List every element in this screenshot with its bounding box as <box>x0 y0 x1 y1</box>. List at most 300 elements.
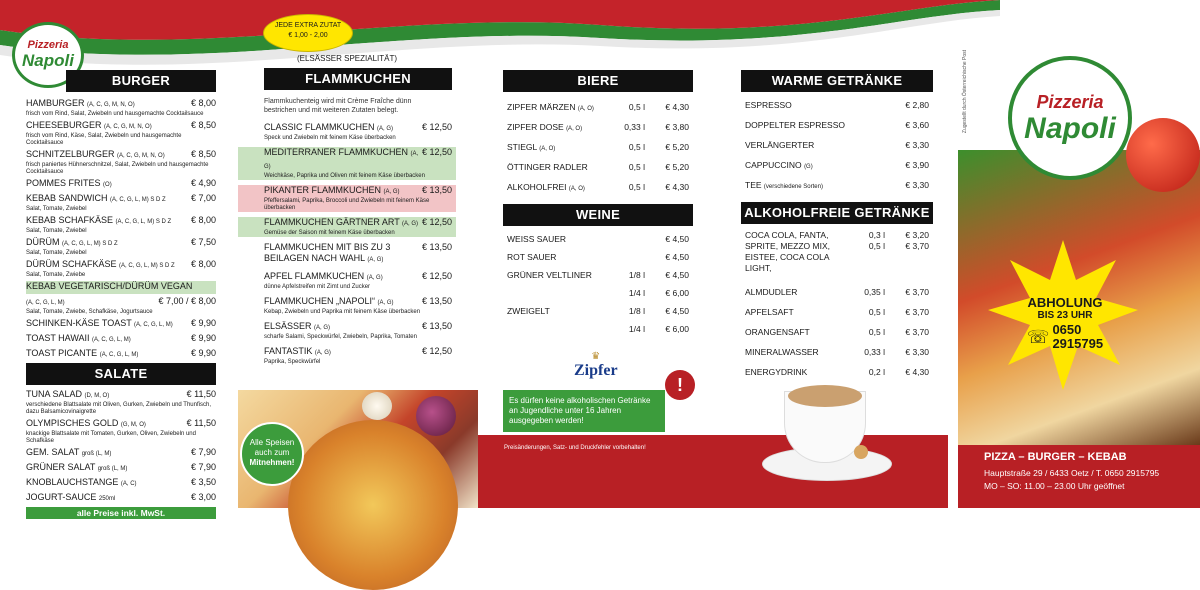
item-name <box>26 492 115 505</box>
bev-title: VERLÄNGERTER <box>745 140 815 150</box>
alkfrei-item <box>741 322 933 342</box>
item-allergens: (A, C, G, L, M) S D Z <box>62 241 118 247</box>
item-title: TOAST HAWAII <box>26 333 90 343</box>
item-name <box>26 98 135 111</box>
item-title: APFEL FLAMMKUCHEN <box>264 271 365 281</box>
panel-getraenke <box>741 0 933 508</box>
bev-volume: 1/4 l <box>628 324 645 334</box>
bev-volume: 0,5 l <box>628 162 645 172</box>
item-price: € 12,50 <box>421 346 452 356</box>
youth-notice: Es dürfen keine alkoholischen Getränke an Jugendliche unter 16 Jahren ausgegeben werden! <box>503 390 665 432</box>
item-allergens: (A, G) <box>366 275 383 281</box>
item-allergens: (A, C, G, M, N, O) <box>104 124 152 130</box>
bev-price: € 2,80 <box>905 100 929 110</box>
item-allergens: (A, C, G, L, M) S D Z <box>119 263 175 269</box>
item-price: € 12,50 <box>421 271 452 281</box>
bev-name <box>745 342 847 362</box>
item-price: € 13,50 <box>421 242 452 252</box>
item-title: OLYMPISCHES GOLD <box>26 418 119 428</box>
item-price: € 12,50 <box>421 147 452 157</box>
item-price: € 12,50 <box>421 122 452 132</box>
item-price: € 8,50 <box>190 120 216 130</box>
bev-title: TEE <box>745 180 762 190</box>
burger-list <box>26 98 216 361</box>
item-allergens: (A, G) <box>314 325 331 331</box>
crown-icon: ♛ <box>591 351 601 362</box>
salate-header: SALATE <box>26 363 216 385</box>
weine-list <box>503 230 693 338</box>
item-title: PIKANTER FLAMMKUCHEN <box>264 185 382 195</box>
item-name <box>26 215 171 228</box>
bev-price: € 5,20 <box>665 142 689 152</box>
item-name <box>26 447 111 460</box>
bier-item <box>503 178 693 198</box>
bev-volume <box>607 230 645 248</box>
item-title: FANTASTIK <box>264 346 313 356</box>
flammkuchen-item <box>238 217 456 237</box>
bev-name <box>507 248 607 266</box>
bev-price: € 3,90 <box>905 160 929 170</box>
bev-volume: 0,5 l <box>628 142 645 152</box>
pizza-icon <box>288 420 458 590</box>
item-title: POMMES FRITES <box>26 178 101 188</box>
item-allergens: (O) <box>103 182 112 188</box>
item-desc: Salat, Tomate, Zwiebel <box>26 228 87 234</box>
item-title: SCHNITZELBURGER <box>26 149 115 159</box>
bev-name <box>507 118 607 138</box>
alkfrei-list <box>741 230 933 382</box>
bev-title: ORANGENSAFT <box>745 327 810 337</box>
flammkuchen-intro: Flammkuchenteig wird mit Crème Fraîche dünn bestrichen und mit weiteren Zutaten belegt. <box>264 98 412 114</box>
item-allergens: (A, C, G, L, M) <box>92 337 131 343</box>
bev-title: ZIPFER DOSE <box>507 122 564 132</box>
item-allergens: (D, M, O) <box>84 393 110 399</box>
bev-title: DOPPELTER ESPRESSO <box>745 120 845 130</box>
item-desc: Kebap, Zwiebeln und Paprika mit feinem Käse überbacken <box>264 309 421 315</box>
cover-panel <box>958 0 1200 445</box>
item-price: € 8,00 <box>190 259 216 269</box>
item-price: € 7,00 / € 8,00 <box>158 296 216 306</box>
bier-item <box>503 98 693 118</box>
item-allergens: (A, C, G, M, N, O) <box>87 102 135 108</box>
item-allergens: (A, G) <box>314 350 331 356</box>
takeaway-badge <box>240 422 304 486</box>
item-price: € 13,50 <box>421 185 452 195</box>
item-desc: Salat, Tomate, Zwiebe <box>26 272 86 278</box>
biere-header: BIERE <box>503 70 693 92</box>
item-allergens: (A, G) <box>264 151 419 170</box>
item-name <box>26 178 112 191</box>
item-desc: frisch paniertes Hühnerschnitzel, Salat, Zwiebeln und hausgemachte Cocktailsauce <box>26 162 209 175</box>
salat-item <box>26 492 216 505</box>
flammkuchen-list <box>238 122 456 366</box>
item-desc: Salat, Tomate, Zwiebel <box>26 206 87 212</box>
item-price: € 8,00 <box>190 98 216 108</box>
bev-title: ESPRESSO <box>745 100 792 110</box>
wein-item <box>503 284 693 302</box>
burger-item <box>26 237 216 257</box>
item-title: GRÜNER SALAT <box>26 462 96 472</box>
bev-title: MINERALWASSER <box>745 347 819 357</box>
burger-item <box>26 333 216 346</box>
bier-item <box>503 158 693 178</box>
bev-title: STIEGL <box>507 142 537 152</box>
item-price: € 9,90 <box>190 333 216 343</box>
item-price: € 7,90 <box>190 447 216 457</box>
bev-price: € 3,80 <box>665 122 689 132</box>
bev-name <box>507 230 607 248</box>
copyright-note: Zugestellt durch Österreichische Post <box>962 50 968 134</box>
bev-name <box>745 230 847 274</box>
bev-name <box>507 302 607 320</box>
burger-item <box>26 215 216 235</box>
item-name <box>26 149 165 162</box>
wein-item <box>503 230 693 248</box>
bev-volume: 0,5 l <box>868 307 885 317</box>
item-price: € 7,90 <box>190 462 216 472</box>
alkfrei-item <box>741 302 933 322</box>
bev-price: € 4,50 <box>665 252 689 262</box>
bev-price: € 6,00 <box>665 288 689 298</box>
bev-price: € 3,30 <box>905 347 929 357</box>
item-price: € 7,50 <box>190 237 216 247</box>
alkfrei-header: ALKOHOLFREIE GETRÄNKE <box>741 202 933 224</box>
bev-title: ROT SAUER <box>507 252 557 262</box>
bev-price: € 4,50 <box>665 270 689 280</box>
item-desc: verschiedene Blattsalate mit Oliven, Gurken, Zwiebeln und Thunfisch, dazu Balsamicovinaigrette <box>26 402 211 415</box>
bev-name <box>745 136 885 156</box>
warm-item <box>741 96 933 116</box>
item-desc: frisch vom Rind, Salat, Zwiebeln und hausgemachte Cocktailsauce <box>26 111 204 117</box>
item-allergens: groß (L, M) <box>81 451 112 457</box>
hours: MO – SO: 11.00 – 23.00 Uhr geöffnet <box>984 481 1125 491</box>
logo-large-word2: Napoli <box>1024 112 1116 145</box>
bev-name <box>745 96 885 116</box>
item-price: € 8,50 <box>190 149 216 159</box>
warning-icon: ! <box>665 370 695 400</box>
item-name <box>264 271 383 284</box>
item-name <box>26 348 138 361</box>
warm-item <box>741 136 933 156</box>
burger-item <box>26 348 216 361</box>
bev-title: ZIPFER MÄRZEN <box>507 102 576 112</box>
item-name <box>26 477 137 490</box>
bev-allergens: (G) <box>804 164 813 170</box>
alkfrei-item <box>741 362 933 382</box>
salat-item <box>26 389 216 416</box>
logo-large <box>1008 56 1132 180</box>
item-allergens: (A, C, G, L, M) <box>26 300 65 306</box>
burger-item <box>26 318 216 331</box>
item-allergens: (A, G) <box>367 257 384 263</box>
address: Hauptstraße 29 / 6433 Oetz / T. 0650 2915795 <box>984 468 1160 478</box>
item-name <box>264 296 394 309</box>
bev-volume: 1/4 l <box>628 288 645 298</box>
bev-volume: 0,2 l <box>868 367 885 377</box>
badge-line2: auch zum <box>254 448 290 457</box>
burger-item <box>26 296 216 316</box>
item-allergens: (A, G) <box>377 126 394 132</box>
item-price: € 11,50 <box>186 389 216 399</box>
bev-title: CAPPUCCINO <box>745 160 802 170</box>
item-desc: dünne Apfelstreifen mit Zimt und Zucker <box>264 284 371 290</box>
burger-item <box>26 149 216 176</box>
flammkuchen-pre: (ELSÄSSER SPEZIALITÄT) <box>296 54 398 63</box>
item-desc: knackige Blattsalate mit Tomaten, Gurken, Oliven, Zwiebeln und Schafkäse <box>26 431 196 444</box>
logo-word1: Pizzeria <box>27 39 69 51</box>
bev-price: € 3,70 <box>905 307 929 317</box>
wein-item <box>503 302 693 320</box>
abholung-line2: BIS 23 UHR <box>1037 310 1093 321</box>
bev-price: € 3,60 <box>905 120 929 130</box>
alkfrei-item <box>741 342 933 362</box>
bev-volume: 1/8 l <box>628 270 645 280</box>
item-desc: scharfe Salami, Speckwürfel, Zwiebeln, Paprika, Tomaten <box>264 334 417 340</box>
weine-header: WEINE <box>503 204 693 226</box>
item-allergens: groß (L, M) <box>97 466 128 472</box>
cover-footer <box>958 445 1200 508</box>
item-name <box>264 321 330 334</box>
bev-volume: 0,5 l <box>868 327 885 337</box>
bev-price: € 4,50 <box>665 234 689 244</box>
flammkuchen-item <box>238 271 456 291</box>
bev-allergens: (A, O) <box>568 186 585 192</box>
item-price: € 13,50 <box>421 296 452 306</box>
bev-name <box>507 158 607 178</box>
bev-volume: 1/8 l <box>628 306 645 316</box>
item-name <box>26 296 65 309</box>
flammkuchen-header: FLAMMKUCHEN <box>264 68 452 90</box>
bier-item <box>503 138 693 158</box>
item-title: ELSÄSSER <box>264 321 312 331</box>
item-title: MEDITERRANER FLAMMKUCHEN <box>264 147 409 157</box>
item-name <box>264 346 331 359</box>
item-allergens: (A, G) <box>383 189 400 195</box>
warm-item <box>741 176 933 196</box>
item-title: KEBAB SCHAFKÄSE <box>26 215 114 225</box>
bev-volume: 0,3 l 0,5 l <box>868 230 885 251</box>
tomato-icon <box>1126 118 1200 192</box>
bev-volume: 0,33 l <box>624 122 645 132</box>
phone-icon: ☏ <box>1026 326 1050 347</box>
bev-name <box>507 178 607 198</box>
item-title: DÜRÜM <box>26 237 60 247</box>
item-name <box>26 281 192 294</box>
flammkuchen-item <box>238 346 456 366</box>
item-desc: Paprika, Speckwürfel <box>264 359 321 365</box>
item-allergens: 250ml <box>98 496 116 502</box>
burger-header: BURGER <box>66 70 216 92</box>
salat-item <box>26 477 216 490</box>
abholung-text <box>1010 295 1120 351</box>
item-name <box>26 333 131 346</box>
item-allergens: (A, G) <box>402 221 419 227</box>
bev-name <box>507 320 607 338</box>
item-name <box>26 418 146 431</box>
item-name <box>26 120 152 133</box>
badge-line3: Mitnehmen! <box>249 458 295 467</box>
item-desc: Gemüse der Saison mit feinem Käse überbacken <box>264 230 395 236</box>
burger-item <box>26 120 216 147</box>
flammkuchen-item <box>238 185 456 212</box>
item-price: € 13,50 <box>421 321 452 331</box>
burger-item <box>26 178 216 191</box>
biere-list <box>503 98 693 198</box>
bev-name <box>745 322 847 342</box>
salat-item <box>26 462 216 475</box>
panel-burger-salate <box>26 0 216 518</box>
panel-flammkuchen <box>238 0 456 508</box>
item-name <box>264 122 393 135</box>
item-title: KEBAB VEGETARISCH/DÜRÜM VEGAN <box>26 281 193 291</box>
salat-item <box>26 418 216 445</box>
flammkuchen-item <box>238 321 456 341</box>
bev-price: € 4,30 <box>905 367 929 377</box>
bev-title: WEISS SAUER <box>507 234 567 244</box>
item-title: TOAST PICANTE <box>26 348 98 358</box>
item-allergens: (A, C, G, L, M) S D Z <box>115 219 172 225</box>
bev-name <box>745 156 885 176</box>
bev-price: € 6,00 <box>665 324 689 334</box>
bev-title: COCA COLA, FANTA, SPRITE, MEZZO MIX, EISTEE, COCA COLA LIGHT, <box>745 230 831 273</box>
item-name <box>26 318 173 331</box>
bev-allergens: (A, O) <box>566 126 583 132</box>
item-price: € 8,00 <box>190 215 216 225</box>
bev-price: € 3,30 <box>905 140 929 150</box>
item-desc: Pfeffersalami, Paprika, Broccoli und Zwiebeln mit feinem Käse überbacken <box>264 198 430 211</box>
bev-volume: 0,5 l <box>628 102 645 112</box>
item-allergens: (A, C, G, M, N, O) <box>117 153 165 159</box>
item-price: € 4,90 <box>190 178 216 188</box>
bier-item <box>503 118 693 138</box>
warm-item <box>741 116 933 136</box>
extra-line2: € 1,00 - 2,00 <box>288 32 328 39</box>
bev-allergens: (verschiedene Sorten) <box>763 184 823 190</box>
extra-line1: JEDE EXTRA ZUTAT <box>274 22 342 29</box>
burger-item <box>26 259 216 279</box>
slogan: PIZZA – BURGER – KEBAB <box>984 451 1127 463</box>
bev-price: € 3,30 <box>905 180 929 190</box>
badge-line1: Alle Speisen <box>249 438 295 447</box>
item-price: € 7,00 <box>190 193 216 203</box>
item-allergens: (A, C, G, L, M) <box>134 322 173 328</box>
bev-title: APFELSAFT <box>745 307 794 317</box>
phone-line1: 0650 <box>1052 322 1082 337</box>
phone-line2: 2915795 <box>1052 336 1104 351</box>
bev-price: € 3,70 <box>905 327 929 337</box>
warme-header: WARME GETRÄNKE <box>741 70 933 92</box>
wein-item <box>503 320 693 338</box>
item-title: FLAMMKUCHEN MIT BIS ZU 3 BEILAGEN NACH WAHL <box>264 242 391 263</box>
bev-price: € 4,30 <box>665 182 689 192</box>
item-title: TUNA SALAD <box>26 389 83 399</box>
bev-price: € 3,20 € 3,70 <box>905 230 929 251</box>
item-name <box>26 193 166 206</box>
flammkuchen-item <box>238 242 456 266</box>
item-allergens: (A, C) <box>120 481 137 487</box>
bev-title: ÖTTINGER RADLER <box>507 162 588 172</box>
wein-item <box>503 248 693 266</box>
item-name <box>264 217 418 230</box>
disclaimer: Preisänderungen, Satz- und Druckfehler vorbehalten! <box>504 445 646 451</box>
price-note: alle Preise inkl. MwSt. <box>26 507 216 519</box>
bev-allergens: (A, O) <box>577 106 594 112</box>
bev-price: € 3,70 <box>905 287 929 297</box>
item-name <box>26 462 127 475</box>
item-desc: Weichkäse, Paprika und Oliven mit feinem Käse überbacken <box>264 173 425 179</box>
item-title: KNOBLAUCHSTANGE <box>26 477 119 487</box>
salate-list <box>26 389 216 505</box>
item-title: SCHINKEN-KÄSE TOAST <box>26 318 132 328</box>
burger-item <box>26 281 216 294</box>
item-allergens: (A, C, G, L, M) <box>99 352 139 358</box>
flammkuchen-item <box>238 296 456 316</box>
alkfrei-item <box>741 230 933 274</box>
bev-title: ZWEIGELT <box>507 306 550 316</box>
item-price: € 9,90 <box>190 318 216 328</box>
onion-icon <box>416 396 456 436</box>
item-price: € 12,50 <box>421 217 452 227</box>
bev-allergens: (A, O) <box>539 146 556 152</box>
bev-volume: 0,35 l <box>864 287 885 297</box>
bev-name <box>745 176 885 196</box>
item-name <box>26 389 109 402</box>
bev-title: ALKOHOLFREI <box>507 182 567 192</box>
warme-list <box>741 96 933 196</box>
bev-price: € 4,30 <box>665 102 689 112</box>
item-allergens: (A, C, G, L, M) S D Z <box>110 197 166 203</box>
bev-name <box>745 282 847 302</box>
item-desc: Salat, Tomate, Zwiebel <box>26 250 87 256</box>
item-title: KEBAB SANDWICH <box>26 193 108 203</box>
bev-name <box>745 116 885 136</box>
bev-title: GRÜNER VELTLINER <box>507 270 592 280</box>
bev-name <box>507 98 607 118</box>
bev-volume: 0,33 l <box>864 347 885 357</box>
abholung-line1: ABHOLUNG <box>1027 295 1103 310</box>
item-title: HAMBURGER <box>26 98 85 108</box>
item-price: € 3,00 <box>190 492 216 502</box>
item-title: CHEESEBURGER <box>26 120 102 130</box>
warm-item <box>741 156 933 176</box>
bev-name <box>745 362 847 382</box>
bev-name <box>507 138 607 158</box>
logo-large-word1: Pizzeria <box>1036 92 1104 112</box>
item-price: € 11,50 <box>186 418 216 428</box>
item-title: GEM. SALAT <box>26 447 80 457</box>
flammkuchen-item <box>238 147 456 180</box>
burger-item <box>26 193 216 213</box>
bev-volume: 0,5 l <box>628 182 645 192</box>
item-title: FLAMMKUCHEN GÄRTNER ART <box>264 217 400 227</box>
flammkuchen-item <box>238 122 456 142</box>
bev-price: € 5,20 <box>665 162 689 172</box>
bev-price: € 4,50 <box>665 306 689 316</box>
item-allergens: (A, G) <box>377 300 394 306</box>
zipfer-wordmark: Zipfer <box>574 362 618 379</box>
item-name <box>264 242 422 266</box>
bev-name <box>507 266 607 284</box>
bev-title: ALMDUDLER <box>745 287 798 297</box>
zipfer-logo <box>574 352 618 380</box>
item-title: JOGURT-SAUCE <box>26 492 97 502</box>
item-name <box>26 237 118 250</box>
burger-item <box>26 98 216 118</box>
item-title: FLAMMKUCHEN „NAPOLI“ <box>264 296 376 306</box>
item-allergens: (G, M, O) <box>120 422 146 428</box>
item-price: € 9,90 <box>190 348 216 358</box>
garlic-icon <box>362 392 392 420</box>
